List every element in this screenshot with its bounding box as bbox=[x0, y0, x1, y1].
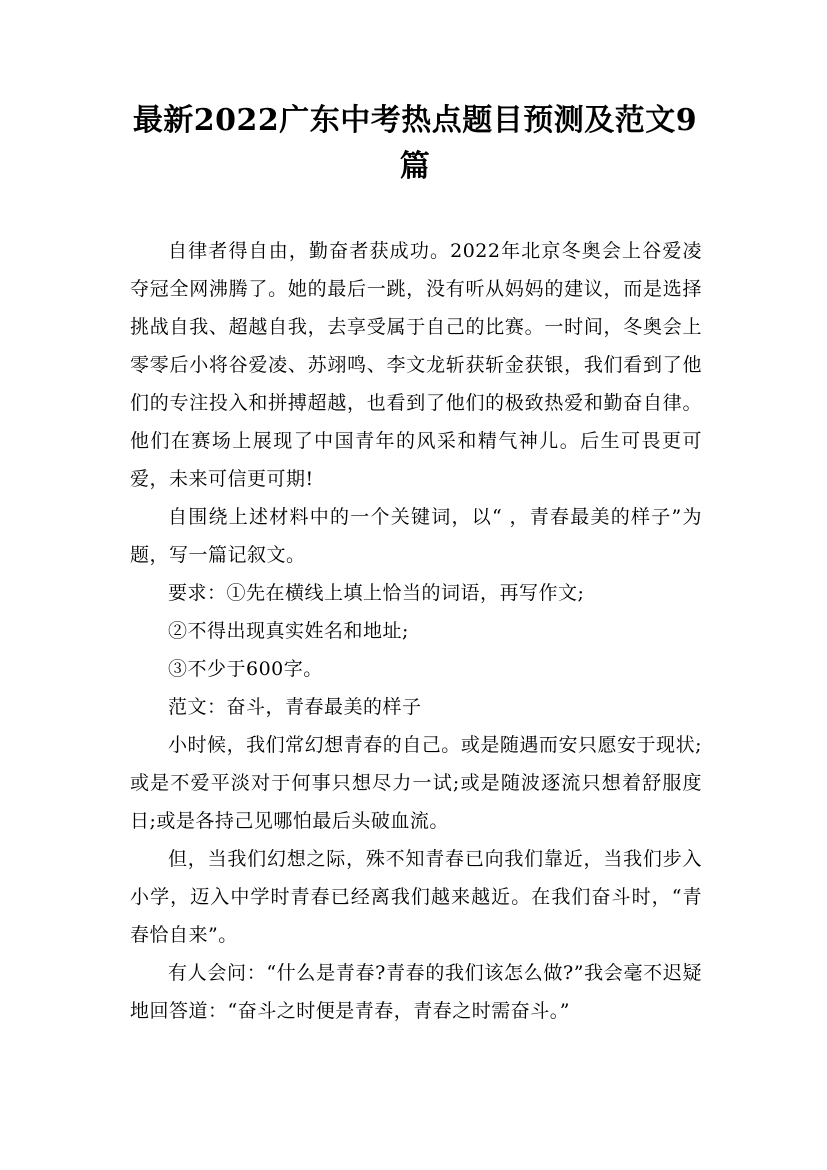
paragraph-sample-title: 范文：奋斗，青春最美的样子 bbox=[168, 696, 422, 718]
paragraph-requirement-1: 要求：①先在横线上填上恰当的词语，再写作文; bbox=[168, 582, 585, 604]
document-title: 最新2022广东中考热点题目预测及范文9篇 bbox=[132, 103, 698, 184]
paragraph-essay-1: 小时候，我们常幻想青春的自己。或是随遇而安只愿安于现状;或是不爱平淡对于何事只想尽力一试;或是随波逐流只想着舒服度日;或是各持己见哪怕最后头破血流。 bbox=[130, 734, 702, 832]
document-body bbox=[130, 232, 702, 1030]
paragraph-essay-2: 但，当我们幻想之际，殊不知青春已向我们靠近，当我们步入小学，迈入中学时青春已经离我们越来越近。在我们奋斗时，“青春恰自来”。 bbox=[130, 848, 702, 946]
paragraph-essay-3: 有人会问：“什么是青春?青春的我们该怎么做?”我会毫不迟疑地回答道：“奋斗之时便是青春，青春之时需奋斗。” bbox=[130, 962, 702, 1022]
paragraph-material: 自律者得自由，勤奋者获成功。2022年北京冬奥会上谷爱凌夺冠全网沸腾了。她的最后一跳，没有听从妈妈的建议，而是选择挑战自我、超越自我，去享受属于自己的比赛。一时间，冬奥会上零零后小将谷爱凌、苏翊鸣、李文龙斩获斩金获银，我们看到了他们的专注投入和拼搏超越，也看到了他们的极致热爱和勤奋自律。他们在赛场上展现了中国青年的风采和精气神儿。后生可畏更可爱，未来可信更可期! bbox=[130, 240, 702, 490]
paragraph-requirement-2: ②不得出现真实姓名和地址; bbox=[168, 620, 409, 642]
paragraph-requirement-3: ③不少于600字。 bbox=[168, 658, 323, 680]
paragraph-prompt: 自围绕上述材料中的一个关键词，以“ ，青春最美的样子”为题，写一篇记叙文。 bbox=[130, 506, 702, 566]
